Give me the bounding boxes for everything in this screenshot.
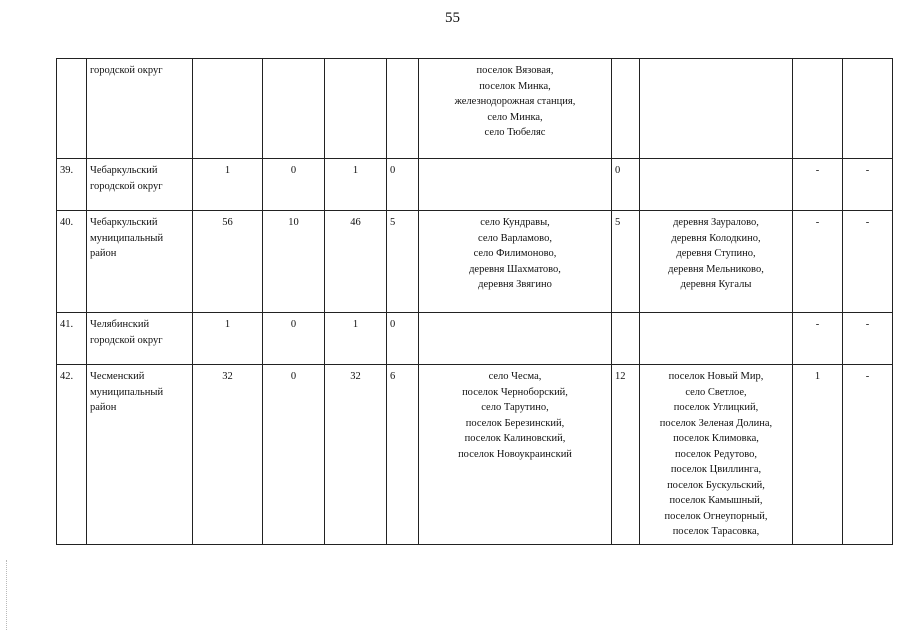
count-total-cell: 56	[193, 211, 263, 313]
table-body	[57, 59, 893, 545]
settlements-list-cell	[640, 159, 793, 211]
settlements-list-cell-line: деревня Кугалы	[680, 279, 752, 290]
settlements-list-cell-line: село Тюбеляс	[484, 127, 546, 138]
count-total-cell: 1	[193, 159, 263, 211]
row-number-cell	[57, 59, 87, 159]
count-cell: 0	[387, 313, 419, 365]
municipality-name-cell-line: муниципальный	[90, 232, 164, 244]
municipality-name-cell	[87, 365, 193, 545]
settlements-list-cell-line: деревня Звягино	[478, 279, 552, 290]
settlements-list-cell-line: поселок Углицкий,	[673, 402, 759, 413]
count-cell	[612, 313, 640, 365]
count-cell: -	[793, 159, 843, 211]
settlements-list-cell	[419, 159, 612, 211]
settlements-list-cell-line: деревня Мельниково,	[668, 263, 764, 275]
count-cell	[387, 59, 419, 159]
settlements-list-cell-line: поселок Бускульский,	[667, 479, 765, 491]
settlements-list-cell	[640, 59, 793, 159]
settlements-list-cell-line: поселок Цвиллинга,	[670, 464, 762, 475]
municipality-name-cell-line: муниципальный	[90, 386, 164, 398]
settlements-list-cell-line: поселок Камышный,	[669, 495, 763, 506]
settlements-list-cell-line: поселок Вязовая,	[476, 65, 554, 76]
count-cell: -	[843, 159, 893, 211]
count-cell	[612, 59, 640, 159]
municipality-name-cell-line: район	[90, 402, 117, 413]
settlements-list-cell-line: село Кундравы,	[480, 217, 550, 228]
count-cell: 1	[325, 313, 387, 365]
count-cell	[325, 59, 387, 159]
count-cell: -	[843, 211, 893, 313]
municipality-name-cell	[87, 211, 193, 313]
count-cell: 12	[612, 365, 640, 545]
municipality-name-cell-line: Чебаркульский	[90, 217, 158, 228]
settlements-list-cell	[640, 313, 793, 365]
settlements-list-cell-line: поселок Огнеупорный,	[664, 510, 768, 522]
table-row	[57, 365, 893, 545]
municipality-name-cell	[87, 59, 193, 159]
settlements-list-cell-line: поселок Зеленая Долина,	[659, 417, 773, 429]
settlements-list-cell-line: деревня Колодкино,	[671, 232, 761, 244]
settlements-table	[56, 58, 893, 545]
count-total-cell	[193, 59, 263, 159]
settlements-list-cell	[419, 211, 612, 313]
count-cell: -	[793, 313, 843, 365]
count-cell: 1	[793, 365, 843, 545]
settlements-list-cell-line: поселок Новоукраинский	[458, 448, 572, 460]
settlements-list-cell	[640, 365, 793, 545]
settlements-list-cell-line: поселок Редутово,	[674, 448, 758, 460]
municipality-name-cell-line: район	[90, 248, 117, 259]
table-row	[57, 211, 893, 313]
settlements-list-cell	[640, 211, 793, 313]
count-cell	[843, 59, 893, 159]
count-total-cell: 1	[193, 313, 263, 365]
settlements-list-cell-line: село Светлое,	[685, 386, 747, 398]
municipality-name-cell-line: Чебаркульский	[90, 165, 158, 176]
municipality-name-cell-line: городской округ	[90, 65, 163, 76]
municipality-name-cell	[87, 159, 193, 211]
settlements-list-cell-line: поселок Черноборский,	[462, 386, 568, 398]
count-cell: 0	[263, 159, 325, 211]
count-cell: 5	[387, 211, 419, 313]
scan-edge-mark	[6, 560, 8, 630]
count-total-cell: 32	[193, 365, 263, 545]
page-number: 55	[445, 10, 460, 26]
table-row	[57, 313, 893, 365]
count-cell: 6	[387, 365, 419, 545]
settlements-list-cell-line: железнодорожная станция,	[454, 96, 576, 107]
count-cell: 0	[263, 365, 325, 545]
settlements-list-cell-line: поселок Калиновский,	[464, 433, 566, 444]
settlements-list-cell-line: село Тарутино,	[481, 402, 549, 413]
count-cell: 1	[325, 159, 387, 211]
count-cell: 0	[263, 313, 325, 365]
settlements-list-cell-line: поселок Березинский,	[465, 417, 565, 429]
settlements-list-cell	[419, 313, 612, 365]
count-cell: 32	[325, 365, 387, 545]
row-number-cell: 42.	[57, 365, 87, 545]
row-number-cell: 40.	[57, 211, 87, 313]
settlements-list-cell-line: поселок Минка,	[479, 80, 551, 92]
settlements-list-cell-line: поселок Тарасовка,	[672, 526, 760, 537]
settlements-list-cell-line: поселок Новый Мир,	[668, 371, 764, 382]
settlements-list-cell	[419, 59, 612, 159]
table-row	[57, 59, 893, 159]
settlements-list-cell	[419, 365, 612, 545]
count-cell	[263, 59, 325, 159]
count-cell: -	[843, 313, 893, 365]
table-row	[57, 159, 893, 211]
row-number-cell: 41.	[57, 313, 87, 365]
count-cell: 0	[612, 159, 640, 211]
settlements-list-cell-line: село Минка,	[487, 111, 543, 123]
count-cell: 46	[325, 211, 387, 313]
settlements-list-cell-line: село Филимоново,	[473, 248, 557, 259]
municipality-name-cell-line: городской округ	[90, 334, 163, 346]
municipality-name-cell	[87, 313, 193, 365]
municipality-name-cell-line: Чесменский	[90, 371, 145, 382]
count-cell: -	[843, 365, 893, 545]
settlements-list-cell-line: село Чесма,	[488, 371, 542, 382]
count-cell: 5	[612, 211, 640, 313]
count-cell: 0	[387, 159, 419, 211]
count-cell: -	[793, 211, 843, 313]
municipality-name-cell-line: городской округ	[90, 180, 163, 192]
municipality-name-cell-line: Челябинский	[90, 319, 150, 330]
count-cell: 10	[263, 211, 325, 313]
row-number-cell: 39.	[57, 159, 87, 211]
settlements-list-cell-line: село Варламово,	[478, 232, 552, 244]
settlements-list-cell-line: деревня Ступино,	[676, 248, 756, 259]
settlements-list-cell-line: деревня Шахматово,	[469, 263, 561, 275]
count-cell	[793, 59, 843, 159]
settlements-list-cell-line: поселок Климовка,	[673, 433, 759, 444]
settlements-list-cell-line: деревня Зауралово,	[673, 217, 759, 228]
